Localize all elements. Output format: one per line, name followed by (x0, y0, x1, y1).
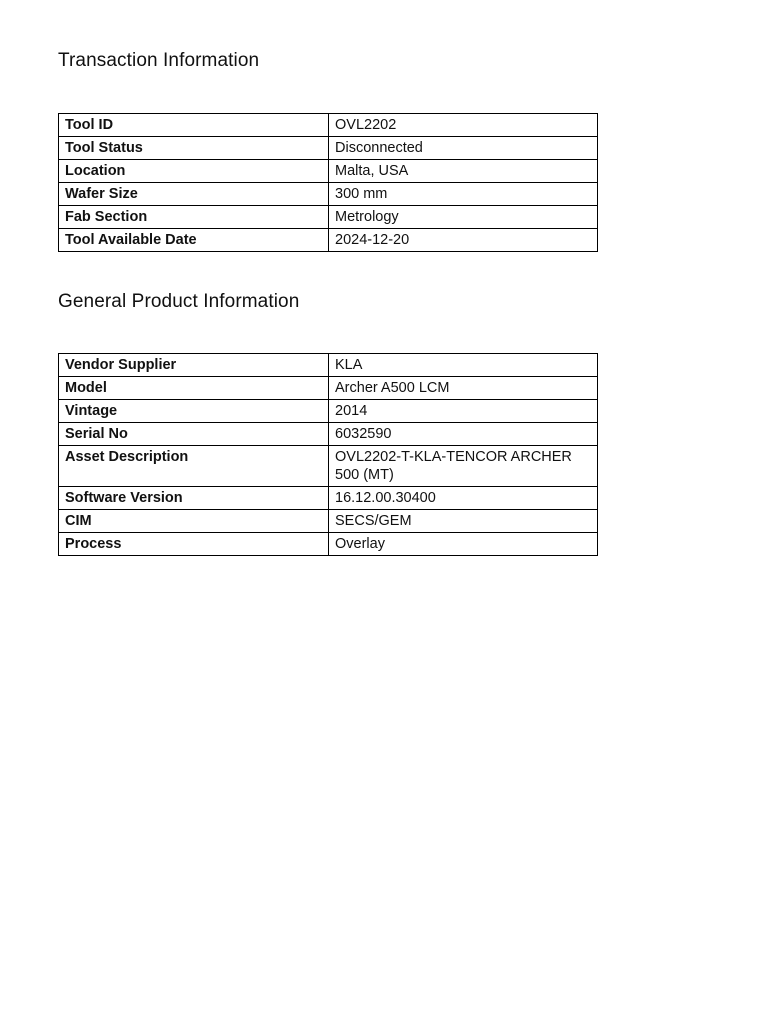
table-row (59, 114, 598, 137)
cim-label: CIM (59, 510, 329, 533)
tool-available-date-label: Tool Available Date (59, 229, 329, 252)
software-version-label: Software Version (59, 487, 329, 510)
transaction-information-table (58, 113, 598, 252)
asset-description-label: Asset Description (59, 446, 329, 487)
tool-id-value: OVL2202 (329, 114, 598, 137)
table-row (59, 446, 598, 487)
software-version-value: 16.12.00.30400 (329, 487, 598, 510)
table-row (59, 377, 598, 400)
serial-no-label: Serial No (59, 423, 329, 446)
fab-section-value: Metrology (329, 206, 598, 229)
vendor-supplier-value: KLA (329, 354, 598, 377)
wafer-size-value: 300 mm (329, 183, 598, 206)
asset-description-value: OVL2202-T-KLA-TENCOR ARCHER 500 (MT) (329, 446, 598, 487)
table-row (59, 423, 598, 446)
tool-status-label: Tool Status (59, 137, 329, 160)
table-row (59, 229, 598, 252)
transaction-information-heading: Transaction Information (58, 50, 260, 71)
table-row (59, 206, 598, 229)
location-value: Malta, USA (329, 160, 598, 183)
tool-available-date-value: 2024-12-20 (329, 229, 598, 252)
general-product-information-table (58, 353, 598, 556)
table-row (59, 183, 598, 206)
cim-value: SECS/GEM (329, 510, 598, 533)
model-label: Model (59, 377, 329, 400)
table-row (59, 400, 598, 423)
general-product-information-heading: General Product Information (58, 291, 300, 312)
table-row (59, 137, 598, 160)
serial-no-value: 6032590 (329, 423, 598, 446)
table-row (59, 354, 598, 377)
vendor-supplier-label: Vendor Supplier (59, 354, 329, 377)
fab-section-label: Fab Section (59, 206, 329, 229)
table-row (59, 533, 598, 556)
table-row (59, 510, 598, 533)
vintage-label: Vintage (59, 400, 329, 423)
process-label: Process (59, 533, 329, 556)
process-value: Overlay (329, 533, 598, 556)
wafer-size-label: Wafer Size (59, 183, 329, 206)
tool-id-label: Tool ID (59, 114, 329, 137)
tool-status-value: Disconnected (329, 137, 598, 160)
location-label: Location (59, 160, 329, 183)
table-row (59, 487, 598, 510)
vintage-value: 2014 (329, 400, 598, 423)
model-value: Archer A500 LCM (329, 377, 598, 400)
table-row (59, 160, 598, 183)
